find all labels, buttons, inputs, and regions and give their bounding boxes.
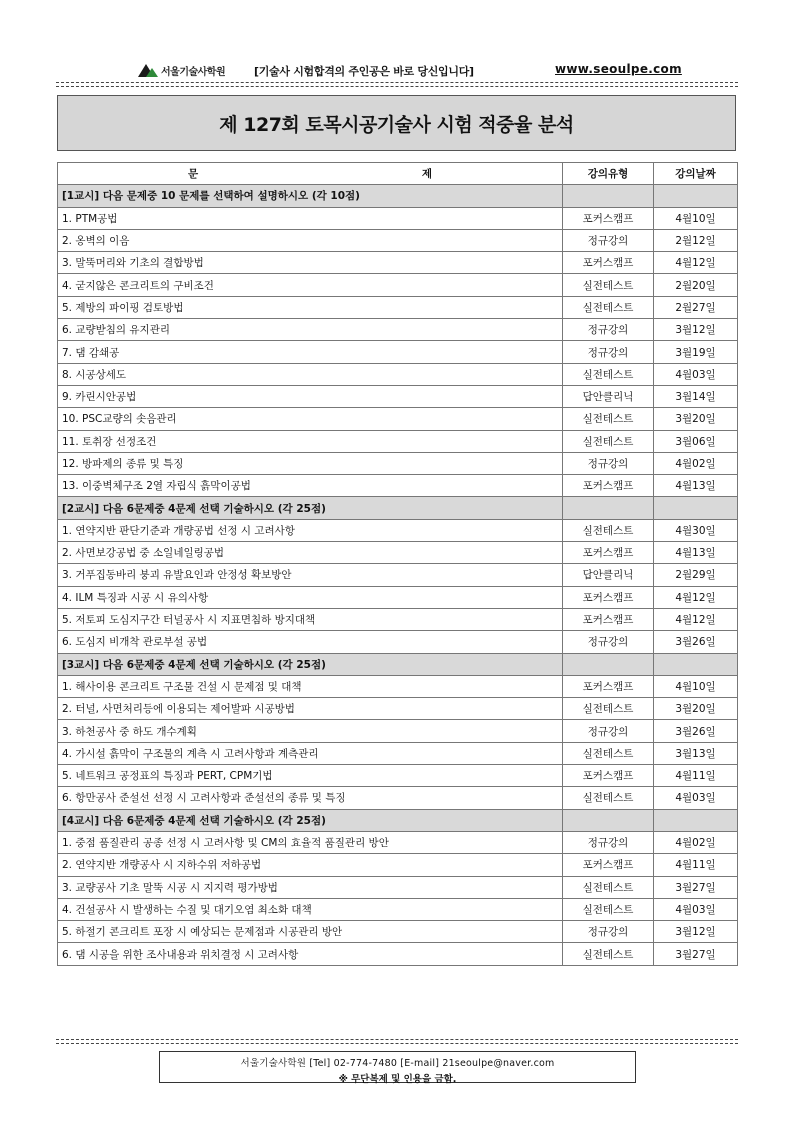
lecture-type-cell: 실전테스트 bbox=[563, 296, 654, 318]
table-row bbox=[58, 586, 738, 608]
lecture-date-cell: 4월03일 bbox=[654, 787, 738, 809]
footer-box bbox=[159, 1051, 636, 1083]
lecture-date-cell: 4월11일 bbox=[654, 765, 738, 787]
table-row bbox=[58, 475, 738, 497]
lecture-type-cell: 정규강의 bbox=[563, 229, 654, 251]
question-cell: 2. 사면보강공법 중 소일네일링공법 bbox=[58, 542, 563, 564]
section-heading-empty-cell bbox=[654, 653, 738, 675]
lecture-type-cell: 실전테스트 bbox=[563, 787, 654, 809]
lecture-type-cell: 정규강의 bbox=[563, 341, 654, 363]
section-heading-empty-cell bbox=[654, 185, 738, 207]
question-cell: 9. 카린시안공법 bbox=[58, 385, 563, 407]
lecture-date-cell: 3월13일 bbox=[654, 742, 738, 764]
question-cell: 6. 항만공사 준설선 선정 시 고려사항과 준설선의 종류 및 특징 bbox=[58, 787, 563, 809]
lecture-date-cell: 4월11일 bbox=[654, 854, 738, 876]
table-row bbox=[58, 519, 738, 541]
lecture-date-cell: 4월12일 bbox=[654, 252, 738, 274]
table-row bbox=[58, 319, 738, 341]
table-row bbox=[58, 229, 738, 251]
lecture-type-cell: 실전테스트 bbox=[563, 408, 654, 430]
lecture-type-cell: 실전테스트 bbox=[563, 898, 654, 920]
table-row bbox=[58, 341, 738, 363]
section-heading: [1교시] 다음 문제중 10 문제를 선택하여 설명하시오 (각 10점) bbox=[58, 185, 563, 207]
table-row bbox=[58, 252, 738, 274]
question-cell: 11. 토취장 선정조건 bbox=[58, 430, 563, 452]
section-heading-empty-cell bbox=[563, 653, 654, 675]
question-cell: 1. PTM공법 bbox=[58, 207, 563, 229]
header-question-right: 제 bbox=[421, 168, 432, 181]
lecture-date-cell: 3월06일 bbox=[654, 430, 738, 452]
question-cell: 5. 하절기 콘크리트 포장 시 예상되는 문제점과 시공관리 방안 bbox=[58, 921, 563, 943]
lecture-type-cell: 포커스캠프 bbox=[563, 542, 654, 564]
question-cell: 1. 중점 품질관리 공종 선정 시 고려사항 및 CM의 효율적 품질관리 방안 bbox=[58, 831, 563, 853]
lecture-type-cell: 실전테스트 bbox=[563, 274, 654, 296]
table-row bbox=[58, 698, 738, 720]
lecture-type-cell: 포커스캠프 bbox=[563, 475, 654, 497]
table-row bbox=[58, 742, 738, 764]
lecture-type-cell: 정규강의 bbox=[563, 921, 654, 943]
header-lecture-type: 강의유형 bbox=[563, 163, 654, 185]
question-cell: 2. 터널, 사면처리등에 이용되는 제어발파 시공방법 bbox=[58, 698, 563, 720]
table-row bbox=[58, 608, 738, 630]
header-question bbox=[58, 163, 563, 185]
lecture-date-cell: 4월02일 bbox=[654, 831, 738, 853]
lecture-type-cell: 정규강의 bbox=[563, 319, 654, 341]
table-row bbox=[58, 274, 738, 296]
table-row bbox=[58, 430, 738, 452]
footer-contact: 서울기술사학원 [Tel] 02-774-7480 [E-mail] 21seoulpe@naver.com bbox=[240, 1058, 555, 1069]
question-cell: 6. 교량받침의 유지관리 bbox=[58, 319, 563, 341]
table-row bbox=[58, 675, 738, 697]
table-row bbox=[58, 207, 738, 229]
lecture-type-cell: 실전테스트 bbox=[563, 742, 654, 764]
lecture-date-cell: 4월13일 bbox=[654, 542, 738, 564]
question-cell: 5. 제방의 파이핑 검토방법 bbox=[58, 296, 563, 318]
table-row bbox=[58, 564, 738, 586]
mountain-logo-icon bbox=[138, 62, 158, 78]
table-row bbox=[58, 854, 738, 876]
table-row bbox=[58, 363, 738, 385]
header-slogan: [기술사 시험합격의 주인공은 바로 당신입니다] bbox=[254, 65, 474, 78]
question-cell: 10. PSC교량의 솟음관리 bbox=[58, 408, 563, 430]
lecture-type-cell: 포커스캠프 bbox=[563, 765, 654, 787]
section-heading-row bbox=[58, 185, 738, 207]
website-link[interactable]: www.seoulpe.com bbox=[555, 62, 682, 76]
table-row bbox=[58, 631, 738, 653]
table-row bbox=[58, 876, 738, 898]
section-heading-row bbox=[58, 497, 738, 519]
question-cell: 3. 교량공사 기초 말뚝 시공 시 지지력 평가방법 bbox=[58, 876, 563, 898]
question-cell: 1. 연약지반 판단기준과 개량공법 선정 시 고려사항 bbox=[58, 519, 563, 541]
table-row bbox=[58, 452, 738, 474]
question-cell: 4. 가시설 흙막이 구조물의 계측 시 고려사항과 계측관리 bbox=[58, 742, 563, 764]
question-cell: 3. 하천공사 중 하도 개수계획 bbox=[58, 720, 563, 742]
lecture-date-cell: 2월20일 bbox=[654, 274, 738, 296]
question-cell: 6. 도심지 비개착 관로부설 공법 bbox=[58, 631, 563, 653]
lecture-date-cell: 4월10일 bbox=[654, 207, 738, 229]
lecture-date-cell: 4월02일 bbox=[654, 452, 738, 474]
table-row bbox=[58, 921, 738, 943]
question-cell: 6. 댐 시공을 위한 조사내용과 위치결정 시 고려사항 bbox=[58, 943, 563, 965]
table-row bbox=[58, 943, 738, 965]
question-cell: 8. 시공상세도 bbox=[58, 363, 563, 385]
title-box bbox=[57, 95, 736, 151]
section-heading-empty-cell bbox=[563, 497, 654, 519]
question-cell: 4. ILM 특징과 시공 시 유의사항 bbox=[58, 586, 563, 608]
lecture-date-cell: 4월03일 bbox=[654, 363, 738, 385]
page-title: 제 127회 토목시공기술사 시험 적중율 분석 bbox=[219, 113, 574, 136]
question-cell: 1. 해사이용 콘크리트 구조물 건설 시 문제점 및 대책 bbox=[58, 675, 563, 697]
logo-text: 서울기술사학원 bbox=[161, 66, 226, 78]
lecture-type-cell: 정규강의 bbox=[563, 452, 654, 474]
table-header-row bbox=[58, 163, 738, 185]
lecture-date-cell: 3월27일 bbox=[654, 876, 738, 898]
lecture-type-cell: 실전테스트 bbox=[563, 430, 654, 452]
question-cell: 2. 옹벽의 이음 bbox=[58, 229, 563, 251]
lecture-date-cell: 4월03일 bbox=[654, 898, 738, 920]
question-cell: 4. 굳지않은 콘크리트의 구비조건 bbox=[58, 274, 563, 296]
lecture-date-cell: 3월20일 bbox=[654, 408, 738, 430]
table-row bbox=[58, 765, 738, 787]
lecture-date-cell: 3월12일 bbox=[654, 921, 738, 943]
table-row bbox=[58, 408, 738, 430]
section-heading-empty-cell bbox=[654, 809, 738, 831]
lecture-date-cell: 4월12일 bbox=[654, 586, 738, 608]
question-cell: 7. 댐 감쇄공 bbox=[58, 341, 563, 363]
table-row bbox=[58, 898, 738, 920]
lecture-type-cell: 포커스캠프 bbox=[563, 854, 654, 876]
lecture-type-cell: 포커스캠프 bbox=[563, 207, 654, 229]
section-heading: [2교시] 다음 6문제중 4문제 선택 기술하시오 (각 25점) bbox=[58, 497, 563, 519]
question-cell: 4. 건설공사 시 발생하는 수질 및 대기오염 최소화 대책 bbox=[58, 898, 563, 920]
lecture-date-cell: 3월27일 bbox=[654, 943, 738, 965]
lecture-date-cell: 4월30일 bbox=[654, 519, 738, 541]
table-row bbox=[58, 385, 738, 407]
lecture-date-cell: 2월27일 bbox=[654, 296, 738, 318]
lecture-type-cell: 포커스캠프 bbox=[563, 252, 654, 274]
table-row bbox=[58, 720, 738, 742]
footer-notice: ※ 무단복제 및 인용을 금함. bbox=[338, 1074, 457, 1085]
footer-divider bbox=[56, 1039, 738, 1044]
lecture-date-cell: 2월29일 bbox=[654, 564, 738, 586]
lecture-date-cell: 3월12일 bbox=[654, 319, 738, 341]
lecture-date-cell: 3월26일 bbox=[654, 720, 738, 742]
table-row bbox=[58, 296, 738, 318]
question-cell: 3. 말뚝머리와 기초의 결합방법 bbox=[58, 252, 563, 274]
lecture-type-cell: 답안클리닉 bbox=[563, 385, 654, 407]
lecture-date-cell: 2월12일 bbox=[654, 229, 738, 251]
header-lecture-date: 강의날짜 bbox=[654, 163, 738, 185]
question-cell: 5. 저토피 도심지구간 터널공사 시 지표면침하 방지대책 bbox=[58, 608, 563, 630]
table-row bbox=[58, 542, 738, 564]
lecture-type-cell: 정규강의 bbox=[563, 720, 654, 742]
lecture-type-cell: 실전테스트 bbox=[563, 876, 654, 898]
header-divider bbox=[56, 82, 738, 87]
question-cell: 2. 연약지반 개량공사 시 지하수위 저하공법 bbox=[58, 854, 563, 876]
lecture-type-cell: 답안클리닉 bbox=[563, 564, 654, 586]
lecture-date-cell: 3월26일 bbox=[654, 631, 738, 653]
table-row bbox=[58, 831, 738, 853]
lecture-type-cell: 포커스캠프 bbox=[563, 675, 654, 697]
lecture-date-cell: 3월20일 bbox=[654, 698, 738, 720]
question-cell: 5. 네트워크 공정표의 특징과 PERT, CPM기법 bbox=[58, 765, 563, 787]
analysis-table bbox=[57, 162, 738, 966]
lecture-type-cell: 실전테스트 bbox=[563, 943, 654, 965]
section-heading-row bbox=[58, 809, 738, 831]
section-heading: [3교시] 다음 6문제중 4문제 선택 기술하시오 (각 25점) bbox=[58, 653, 563, 675]
section-heading-row bbox=[58, 653, 738, 675]
lecture-date-cell: 3월14일 bbox=[654, 385, 738, 407]
header-question-left: 문 bbox=[188, 168, 199, 181]
section-heading: [4교시] 다음 6문제중 4문제 선택 기술하시오 (각 25점) bbox=[58, 809, 563, 831]
lecture-type-cell: 정규강의 bbox=[563, 831, 654, 853]
section-heading-empty-cell bbox=[563, 185, 654, 207]
lecture-date-cell: 3월19일 bbox=[654, 341, 738, 363]
lecture-type-cell: 정규강의 bbox=[563, 631, 654, 653]
lecture-type-cell: 실전테스트 bbox=[563, 363, 654, 385]
section-heading-empty-cell bbox=[563, 809, 654, 831]
question-cell: 12. 방파제의 종류 및 특징 bbox=[58, 452, 563, 474]
section-heading-empty-cell bbox=[654, 497, 738, 519]
question-cell: 13. 이중벽체구조 2열 자립식 흙막이공법 bbox=[58, 475, 563, 497]
lecture-type-cell: 실전테스트 bbox=[563, 519, 654, 541]
academy-logo bbox=[138, 62, 225, 78]
lecture-type-cell: 포커스캠프 bbox=[563, 608, 654, 630]
lecture-date-cell: 4월10일 bbox=[654, 675, 738, 697]
table-row bbox=[58, 787, 738, 809]
question-cell: 3. 거푸집동바리 붕괴 유발요인과 안정성 확보방안 bbox=[58, 564, 563, 586]
lecture-type-cell: 포커스캠프 bbox=[563, 586, 654, 608]
lecture-date-cell: 4월12일 bbox=[654, 608, 738, 630]
lecture-date-cell: 4월13일 bbox=[654, 475, 738, 497]
lecture-type-cell: 실전테스트 bbox=[563, 698, 654, 720]
